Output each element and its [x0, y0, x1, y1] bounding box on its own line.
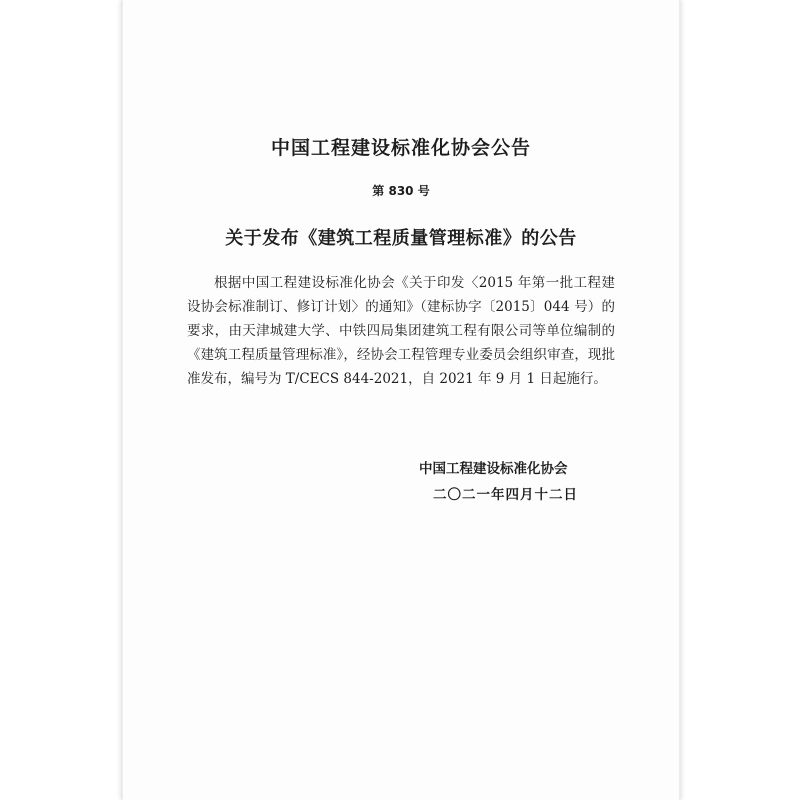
signature-organization: 中国工程建设标准化协会 [419, 461, 568, 477]
signature-block [419, 456, 578, 508]
document-page [122, 0, 680, 800]
notice-body: 根据中国工程建设标准化协会《关于印发〈2015 年第一批工程建设协会标准制订、修订计划〉的通知》（建标协字〔2015〕044 号）的要求，由天津城建大学、中铁四局集团建筑工程有限公司等单位编制的《建筑工程质量管理标准》，经协会工程管理专业委员会组织审查，现批准发布，编号为 T/CECS 844-2021，自 2021 年 9 月 1 日起施行。 [187, 275, 615, 387]
signature-date: 二〇二一年四月十二日 [433, 487, 578, 503]
notice-title: 关于发布《建筑工程质量管理标准》的公告 [225, 228, 577, 249]
organization-title: 中国工程建设标准化协会公告 [270, 137, 531, 159]
notice-number: 第 830 号 [372, 184, 430, 198]
